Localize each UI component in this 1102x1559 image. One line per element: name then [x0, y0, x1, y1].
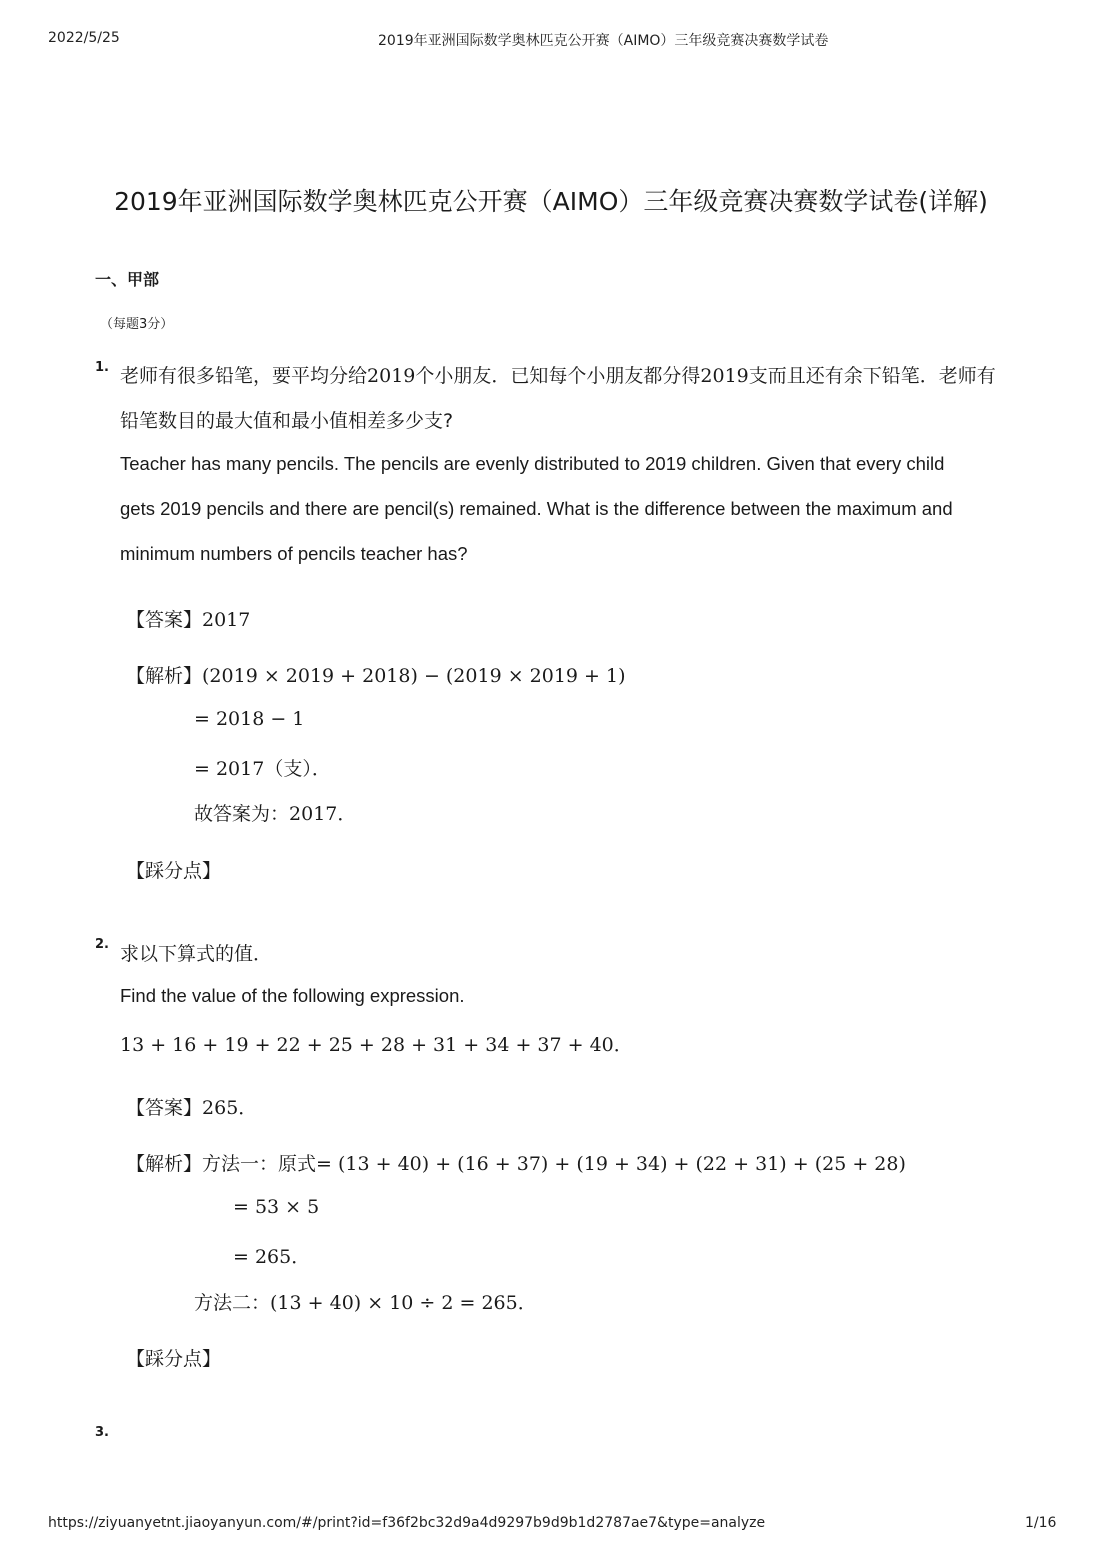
question-text-en-line3: minimum numbers of pencils teacher has?: [120, 543, 468, 564]
question-text-cn-part: 个小朋友．已知每个小朋友都分得: [415, 365, 701, 387]
analysis-step: = 2018 − 1: [194, 708, 305, 730]
question-text-cn: [120, 361, 996, 388]
analysis-conclusion: [194, 799, 356, 826]
answer-row: [126, 1093, 257, 1120]
analysis-row: [126, 661, 626, 688]
method2-label: 方法二：: [194, 1292, 271, 1314]
inline-number: 2019: [700, 365, 749, 387]
section-heading: 一、甲部: [95, 270, 160, 289]
question-text-en: Find the value of the following expression.: [120, 985, 465, 1006]
print-footer-url[interactable]: https://ziyuanyetnt.jiaoyanyun.com/#/print?id=f36f2bc32d9a4d9297b9d9b1d2787ae7&type=analyze: [48, 1515, 766, 1531]
analysis-step: = 53 × 5: [233, 1196, 320, 1218]
analysis-expression: (2019 × 2019 + 2018) − (2019 × 2019 + 1): [202, 665, 626, 687]
conclusion-value: 2017: [289, 803, 338, 825]
question-number: 2.: [95, 937, 109, 952]
conclusion-period: ．: [337, 803, 357, 825]
points-note: （每题3分）: [100, 317, 174, 332]
method2-expression: (13 + 40) × 10 ÷ 2 = 265．: [270, 1292, 537, 1314]
method1-expression: = (13 + 40) + (16 + 37) + (19 + 34) + (22 + 31) + (25 + 28): [316, 1153, 906, 1175]
analysis-step: [194, 754, 331, 781]
question-text-cn-part: 支而且还有余下铅笔．老师有: [748, 365, 996, 387]
question-number: 1.: [95, 360, 109, 375]
question-text-cn: 求以下算式的值．: [120, 943, 273, 965]
answer-label: 【答案】: [126, 1097, 203, 1119]
print-date: 2022/5/25: [48, 30, 120, 46]
answer-label: 【答案】: [126, 609, 203, 631]
document-title: 2019年亚洲国际数学奥林匹克公开赛（AIMO）三年级竞赛决赛数学试卷(详解): [114, 187, 988, 216]
analysis-step: = 265．: [233, 1246, 311, 1268]
question-text-cn-part: 老师有很多铅笔，要平均分给: [120, 365, 368, 387]
answer-row: [126, 605, 250, 632]
analysis-label: 【解析】: [126, 665, 203, 687]
analysis-row: [126, 1149, 906, 1176]
print-header-title: 2019年亚洲国际数学奥林匹克公开赛（AIMO）三年级竞赛决赛数学试卷: [378, 33, 829, 49]
question-text-en-line2: gets 2019 pencils and there are pencil(s) remained. What is the difference between the maximum and: [120, 498, 953, 519]
scoring-label: 【踩分点】: [126, 860, 222, 882]
method2-row: [194, 1288, 537, 1315]
method1-label: 方法一：原式: [202, 1153, 317, 1175]
scoring-label: 【踩分点】: [126, 1348, 222, 1370]
question-number: 3.: [95, 1425, 109, 1440]
question-text-en-line1: Teacher has many pencils. The pencils are evenly distributed to 2019 children. Given that every child: [120, 453, 945, 474]
conclusion-text: 故答案为：: [194, 803, 290, 825]
answer-value: 2017: [202, 609, 251, 631]
question-text-cn-line2: 铅笔数目的最大值和最小值相差多少支?: [120, 410, 454, 432]
answer-value: 265．: [202, 1097, 258, 1119]
inline-number: 2019: [367, 365, 416, 387]
page-number: 1/16: [1025, 1515, 1057, 1531]
analysis-label: 【解析】: [126, 1153, 203, 1175]
question-expression: 13 + 16 + 19 + 22 + 25 + 28 + 31 + 34 + 37 + 40．: [120, 1034, 633, 1056]
analysis-step-expr: = 2017: [194, 758, 265, 780]
analysis-step-unit: （支）．: [264, 758, 331, 780]
